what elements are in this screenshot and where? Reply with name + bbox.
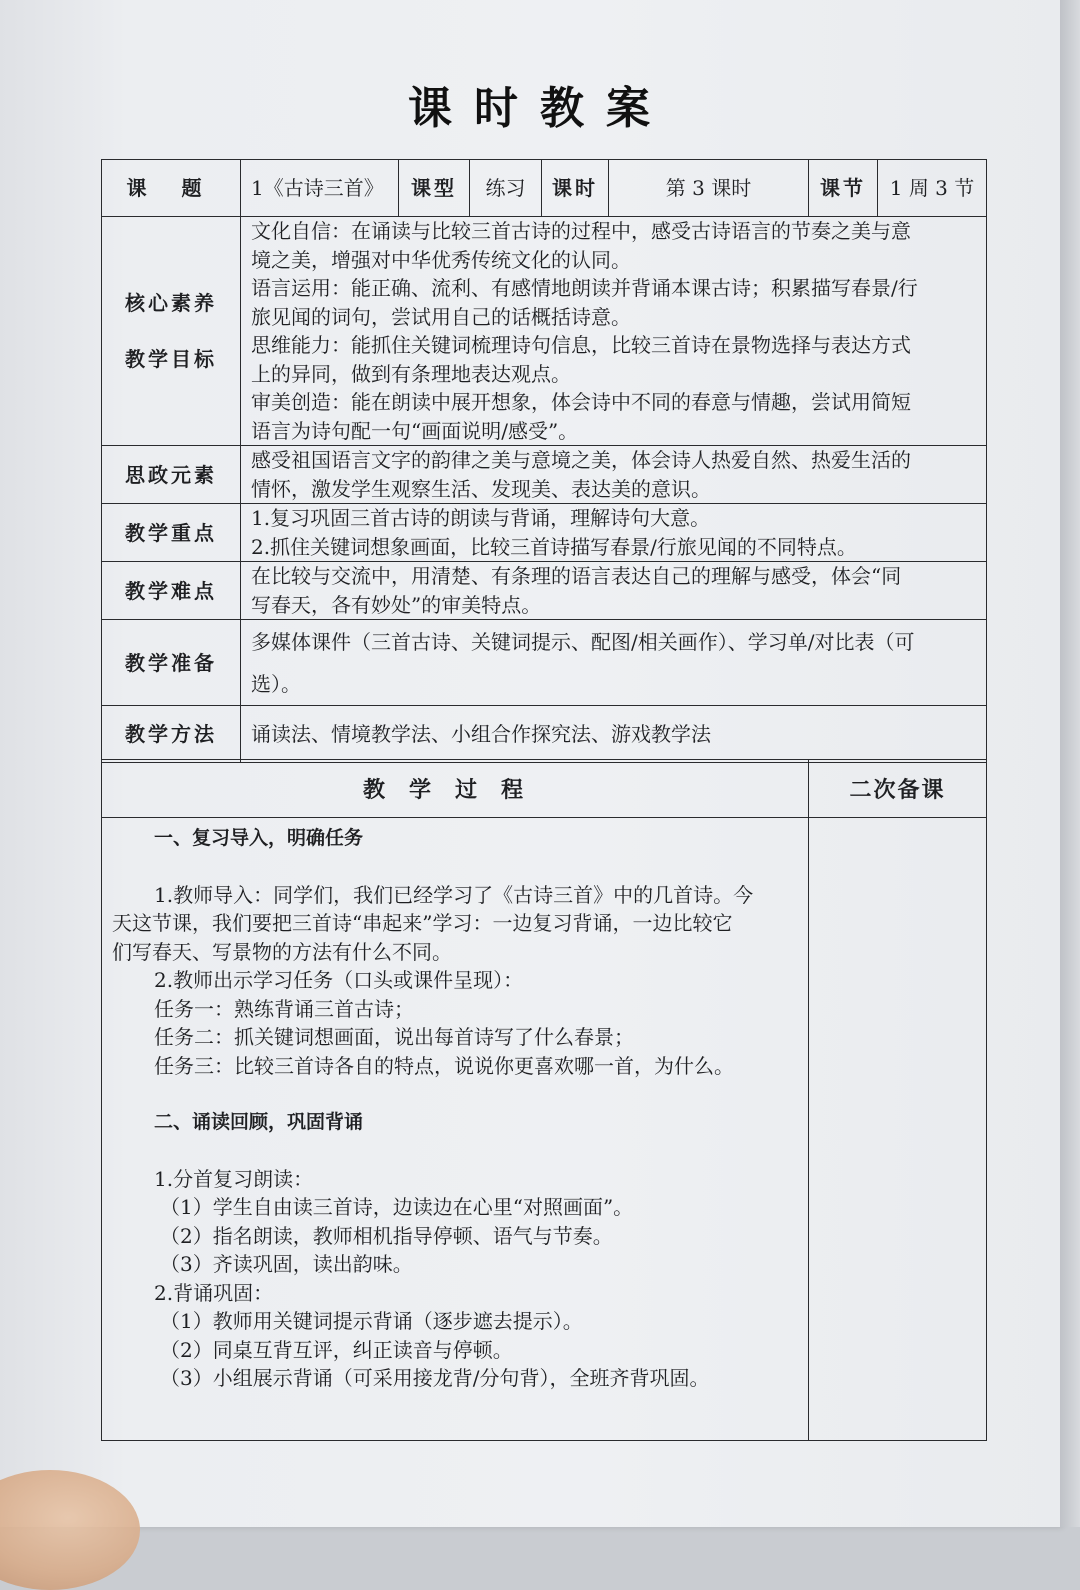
text-line: 情怀，激发学生观察生活、发现美、表达美的意识。 <box>251 476 711 501</box>
ideology-label: 思政元素 <box>102 446 241 504</box>
task-item: 任务二：抓关键词想画面，说出每首诗写了什么春景； <box>154 1025 634 1049</box>
difficulties-row <box>102 562 987 620</box>
text-line: 思维能力：能抓住关键词梳理诗句信息，比较三首诗在景物选择与表达方式 <box>251 333 911 357</box>
task-item: 任务三：比较三首诗各自的特点，说说你更喜欢哪一首，为什么。 <box>154 1053 734 1078</box>
list-item: （3）齐读巩固，读出韵味。 <box>160 1252 413 1276</box>
text-line: 诵读法、情境教学法、小组合作探究法、游戏教学法 <box>251 721 711 746</box>
difficulties-content <box>241 562 987 620</box>
text-line: 感受祖国语言文字的韵律之美与意境之美，体会诗人热爱自然、热爱生活的 <box>251 448 911 472</box>
text-line: 旅见闻的词句，尝试用自己的话概括诗意。 <box>251 304 631 329</box>
list-item: （2）同桌互背互评，纠正读音与停顿。 <box>160 1337 513 1362</box>
preparation-label: 教学准备 <box>102 620 241 706</box>
list-item: （3）小组展示背诵（可采用接龙背/分句背），全班齐背巩固。 <box>160 1366 710 1390</box>
core-goals-row <box>102 217 987 446</box>
section-heading-2: 二、诵读回顾，巩固背诵 <box>154 1111 364 1133</box>
paragraph-line: 天这节课，我们要把三首诗“串起来”学习：一边复习背诵，一边比较它 <box>112 911 733 935</box>
key-points-row <box>102 504 987 562</box>
topic-value: 1《古诗三首》 <box>241 160 399 217</box>
preparation-content <box>241 620 987 706</box>
document-title: 课时教案 <box>408 83 672 134</box>
type-label: 课型 <box>399 160 470 217</box>
key-points-content <box>241 504 987 562</box>
notes-header: 二次备课 <box>809 760 987 818</box>
core-goals-content <box>241 217 987 446</box>
text-line: 审美创造：能在朗读中展开想象，体会诗中不同的春意与情趣，尝试用简短 <box>251 390 911 414</box>
ideology-content <box>241 446 987 504</box>
paragraph-line: 1.分首复习朗读： <box>154 1166 314 1191</box>
paragraph-line: 们写春天、写景物的方法有什么不同。 <box>112 939 452 964</box>
period-label: 课时 <box>542 160 609 217</box>
core-goals-label-line2: 教学目标 <box>125 347 217 371</box>
preparation-row <box>102 620 987 706</box>
methods-label: 教学方法 <box>102 706 241 763</box>
text-line: 境之美，增强对中华优秀传统文化的认同。 <box>251 247 631 272</box>
process-table <box>101 759 987 1441</box>
list-item: （1）教师用关键词提示背诵（逐步遮去提示）。 <box>160 1309 583 1333</box>
text-line: 语言为诗句配一句“画面说明/感受”。 <box>251 418 579 443</box>
methods-row <box>102 706 987 763</box>
text-line: 语言运用：能正确、流利、有感情地朗读并背诵本课古诗；积累描写春景/行 <box>251 276 918 300</box>
task-item: 任务一：熟练背诵三首古诗； <box>154 996 414 1021</box>
section-heading-1: 一、复习导入，明确任务 <box>154 827 364 849</box>
process-header-row <box>102 760 987 818</box>
header-row <box>102 160 987 217</box>
methods-content <box>241 706 987 763</box>
text-line: 2.抓住关键词想象画面，比较三首诗描写春景/行旅见闻的不同特点。 <box>251 534 857 559</box>
period-value: 第 3 课时 <box>609 160 809 217</box>
paragraph-line: 2.教师出示学习任务（口头或课件呈现）： <box>154 968 524 992</box>
core-goals-label <box>102 217 241 446</box>
lesson-info-table <box>101 159 987 763</box>
ideology-row <box>102 446 987 504</box>
difficulties-label: 教学难点 <box>102 562 241 620</box>
section-label: 课节 <box>809 160 878 217</box>
text-line: 上的异同，做到有条理地表达观点。 <box>251 361 571 386</box>
type-value: 练习 <box>470 160 542 217</box>
section-value: 1 周 3 节 <box>878 160 987 217</box>
second-preparation-notes <box>809 818 987 1441</box>
list-item: （2）指名朗读，教师相机指导停顿、语气与节奏。 <box>160 1223 613 1248</box>
process-body-row <box>102 818 987 1441</box>
key-points-label: 教学重点 <box>102 504 241 562</box>
list-item: （1）学生自由读三首诗，边读边在心里“对照画面”。 <box>160 1195 634 1219</box>
process-header: 教学过程 <box>102 760 809 818</box>
paragraph-line: 1.教师导入：同学们，我们已经学习了《古诗三首》中的几首诗。今 <box>154 882 754 907</box>
paragraph-line: 2.背诵巩固： <box>154 1280 274 1305</box>
text-line: 写春天，各有妙处”的审美特点。 <box>251 592 542 617</box>
core-goals-label-line1: 核心素养 <box>125 291 217 315</box>
text-line: 多媒体课件（三首古诗、关键词提示、配图/相关画作）、学习单/对比表（可 <box>251 629 915 654</box>
topic-label: 课 题 <box>102 160 241 217</box>
text-line: 文化自信：在诵读与比较三首古诗的过程中，感受古诗语言的节奏之美与意 <box>251 219 911 243</box>
paper-edge <box>1060 0 1080 1527</box>
process-content <box>102 818 809 1441</box>
text-line: 在比较与交流中，用清楚、有条理的语言表达自己的理解与感受，体会“同 <box>251 564 902 588</box>
text-line: 1.复习巩固三首古诗的朗读与背诵，理解诗句大意。 <box>251 506 711 530</box>
text-line: 选）。 <box>251 671 301 696</box>
